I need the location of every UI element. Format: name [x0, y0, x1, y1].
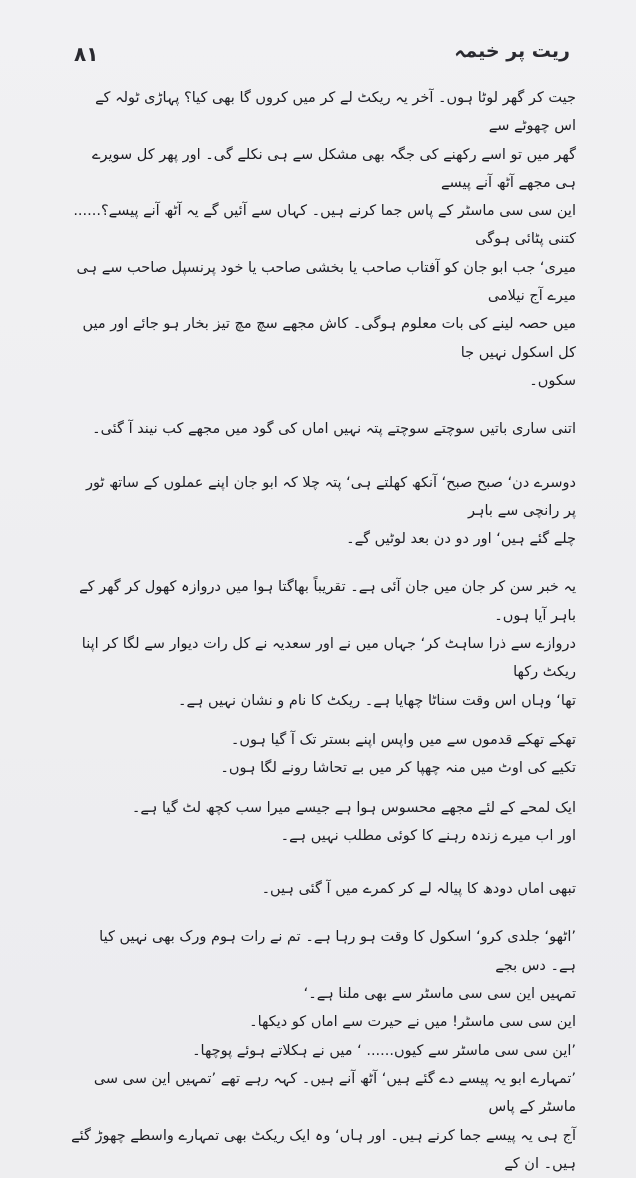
- text-line: تھا‘ وہاں اس وقت سناٹا چھایا ہے۔ ریکٹ کا نام و نشان نہیں ہے۔: [70, 687, 576, 715]
- text-line: تھکے تھکے قدموں سے میں واپس اپنے بستر تک آ گیا ہوں۔: [70, 726, 576, 754]
- page-header: [66, 38, 570, 68]
- text-line: یہ خبر سن کر جان میں جان آئی ہے۔ تقریباً بھاگتا ہوا میں دروازہ کھول کر گھر کے باہر آیا ہوں۔: [70, 573, 576, 630]
- page-body: [70, 84, 576, 1178]
- text-line: ایک لمحے کے لئے مجھے محسوس ہوا ہے جیسے میرا سب کچھ لٹ گیا ہے۔: [70, 794, 576, 822]
- text-line: دروازے سے ذرا ساہٹ کر‘ جہاں میں نے اور سعدیہ نے کل رات دیوار سے لگا کر اپنا ریکٹ رکھا: [70, 630, 576, 687]
- text-line: جیت کر گھر لوٹا ہوں۔ آخر یہ ریکٹ لے کر میں کروں گا بھی کیا؟ پہاڑی ٹولہ کے اس چھوٹے سے: [70, 84, 576, 141]
- text-line: ’تمہارے ابو یہ پیسے دے گئے ہیں‘ آٹھ آنے ہیں۔ کہہ رہے تھے ’تمہیں این سی سی ماسٹر کے پاس: [70, 1065, 576, 1122]
- text-line: اتنی ساری باتیں سوچتے سوچتے پتہ نہیں اماں کی گود میں مجھے کب نیند آ گئی۔: [70, 415, 576, 443]
- text-line: ’این سی سی ماسٹر سے کیوں...... ‘ میں نے ہکلاتے ہوئے پوچھا۔: [70, 1037, 576, 1065]
- text-line: این سی سی ماسٹر! میں نے حیرت سے اماں کو دیکھا۔: [70, 1008, 576, 1036]
- page-number: ۸۱: [74, 42, 98, 66]
- text-line: دوسرے دن‘ صبح صبح‘ آنکھ کھلتے ہی‘ پتہ چلا کہ ابو جان اپنے عملوں کے ساتھ ٹور پر رانچی سے باہر: [70, 469, 576, 526]
- text-line: تبھی اماں دودھ کا پیالہ لے کر کمرے میں آ گئی ہیں۔: [70, 875, 576, 903]
- text-line: تکیے کی اوٹ میں منہ چھپا کر میں بے تحاشا رونے لگا ہوں۔: [70, 754, 576, 782]
- text-line: چلے گئے ہیں‘ اور دو دن بعد لوٹیں گے۔: [70, 525, 576, 553]
- text-line: این سی سی ماسٹر کے پاس جما کرنے ہیں۔ کہاں سے آئیں گے یہ آٹھ آنے پیسے؟...... کتنی پٹائی ہوگی: [70, 197, 576, 254]
- text-line: سکوں۔: [70, 367, 576, 395]
- text-line: میں حصہ لینے کی بات معلوم ہوگی۔ کاش مجھے سچ مچ تیز بخار ہو جائے اور میں کل اسکول نہیں جا: [70, 310, 576, 367]
- text-line: میری‘ جب ابو جان کو آفتاب صاحب یا بخشی صاحب یا خود پرنسپل صاحب سے ہی میرے آج نیلامی: [70, 254, 576, 311]
- text-line: آج ہی یہ پیسے جما کرنے ہیں۔ اور ہاں‘ وہ ایک ریکٹ بھی تمہارے واسطے چھوڑ گئے ہیں۔ ان کے: [70, 1122, 576, 1178]
- text-line: اور اب میرے زندہ رہنے کا کوئی مطلب نہیں ہے۔: [70, 822, 576, 850]
- text-line: ’اٹھو‘ جلدی کرو‘ اسکول کا وقت ہو رہا ہے۔ تم نے رات ہوم ورک بھی نہیں کیا ہے۔ دس بجے: [70, 923, 576, 980]
- text-line: تمہیں این سی سی ماسٹر سے بھی ملنا ہے۔‘: [70, 980, 576, 1008]
- book-title: ریت پر خیمہ: [454, 40, 570, 62]
- text-line: گھر میں تو اسے رکھنے کی جگہ بھی مشکل سے ہی نکلے گی۔ اور پھر کل سویرے ہی مجھے آٹھ آنے پیسے: [70, 141, 576, 198]
